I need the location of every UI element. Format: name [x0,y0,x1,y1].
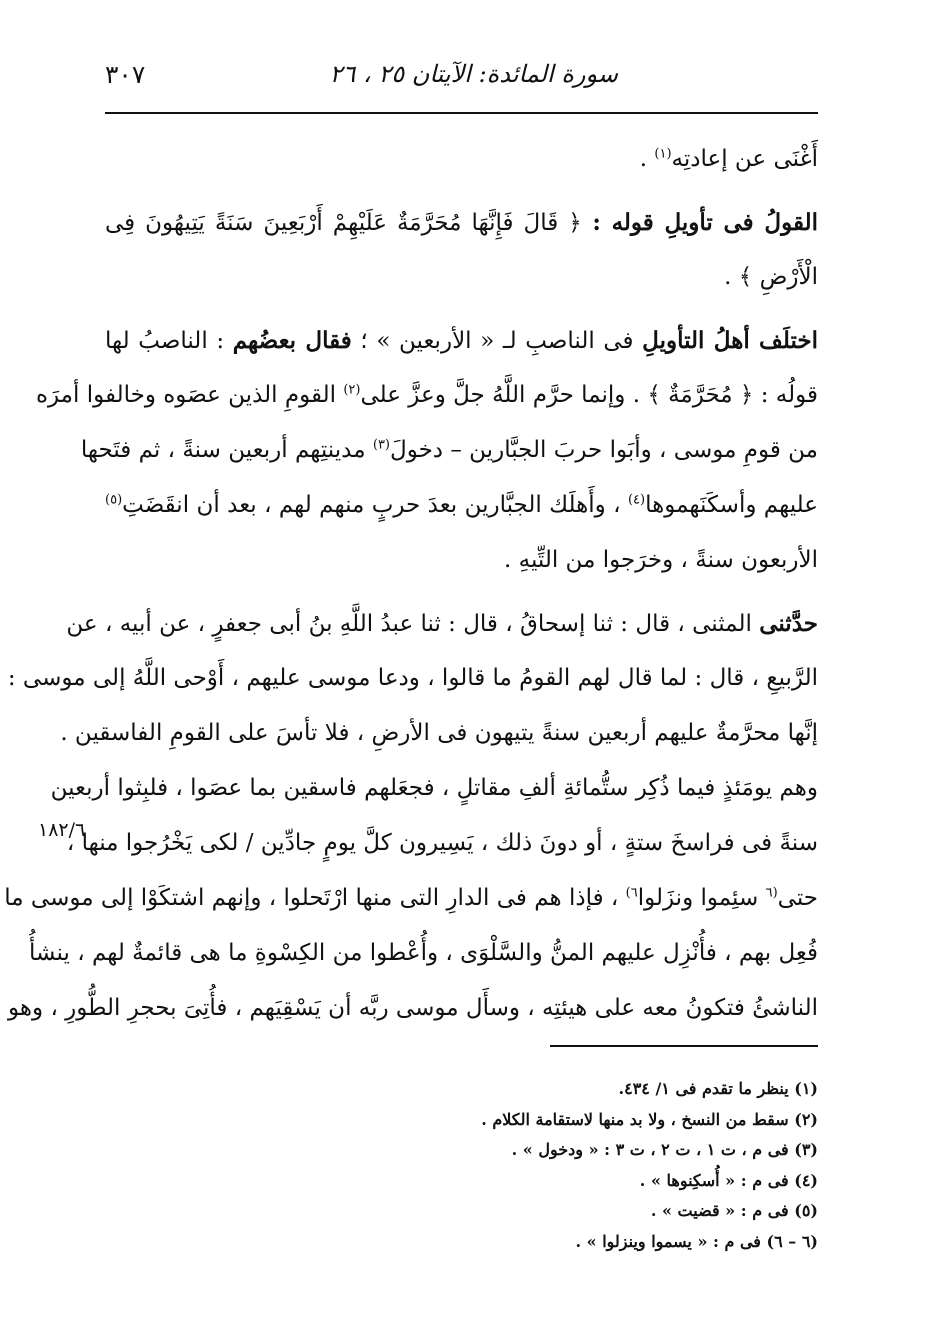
running-header [105,58,818,98]
page-number: ٣٠٧ [105,60,146,89]
header-divider [105,112,818,114]
text-line: وهم يومَئذٍ فيما ذُكِر ستُّمائةِ ألفِ مقاتلٍ ، فجعَلهم فاسقين بما عصَوا ، فلبِثوا أربعين [50,775,818,801]
text-line: الناشئُ فتكونُ معه على هيئتِه ، وسأَل موسى ربَّه أن يَسْقِيَهم ، فأُتِىَ بحجرِ الطُّورِ ، وهو [8,995,818,1021]
text-line: إنَّها محرَّمةٌ عليهم أربعين سنةً يتيهون فى الأرضِ ، فلا تأسَ على القومِ الفاسقين . [60,720,818,746]
paragraph-commentary [35,313,819,588]
section-heading: القولُ فى تأويلِ قوله : [581,209,818,236]
footnote: (٢) سقط من النسخ ، ولا بد منها لاستقامة الكلام . [481,1109,818,1129]
footnote: (٥) فى م : « قضيت » . [650,1201,818,1220]
footnote-divider [550,1045,818,1047]
text-line [105,250,818,305]
margin-reference: ١٨٢/٦ [38,819,86,841]
footnote-marker: (٢) [343,382,361,398]
text-line: عليهم وأسكَنَهموها$^{(٤)}$ ، وأَهلَك الجبَّارين بعدَ حربٍ منهم لهم ، بعد أن انقَضَتِ$^{(٥)}$ [105,492,818,518]
text-line: حدَّثنى المثنى ، قال : ثنا إسحاقُ ، قال : ثنا عبدُ اللَّهِ بنُ أبى جعفرٍ ، عن أبيه ، عن [66,610,818,637]
text-line: اختلَف أهلُ التأويلِ فى الناصبِ لـ « الأربعين » ؛ فقال بعضُهم : الناصبُ لها [105,327,819,354]
footnote: (١) ينظر ما تقدم فى ١/ ٤٣٤. [618,1079,818,1098]
text-line: الرَّبيعِ ، قال : لما قال لهم القومُ ما قالوا ، ودعا موسى عليهم ، أَوْحى اللَّهُ إلى موسى : [7,665,818,691]
text-line: الأربعون سنةً ، وخرَجوا من التِّيهِ . [504,547,818,573]
text-line: من قومِ موسى ، وأبَوا حربَ الجبَّارين – دخولَ$^{(٣)}$ مدينتِهم أربعين سنةً ، ثم فتَحها [80,437,818,463]
paragraph-continuation [105,132,818,187]
footnote-marker: (٣) [372,437,390,453]
footnote: (٤) فى م : « أُسكِنوها » . [639,1170,818,1190]
text-line: حتى$^{(٦}$ سئِموا ونزَلوا$^{٦)}$ ، فإذا هم فى الدارِ التى منها ارْتَحلوا ، وإنهم اشتكَوْا إلى موسى ما [4,885,818,911]
text-line: فُعِل بهم ، فأُنْزِل عليهم المنُّ والسَّلْوَى ، وأُعْطوا من الكِسْوةِ ما هى قائمةٌ لهم ، ينشأُ [29,940,818,966]
footnote-marker: (٥) [105,492,123,508]
quran-verse-end: الْأَرْضِ ﴾ . [724,264,818,290]
footnote: (٦ – ٦) فى م : « يسموا وينزلوا » . [575,1231,818,1251]
footnote-marker: (٦ [765,885,778,901]
text-line [105,195,818,250]
footnote-marker: (١) [654,146,672,162]
text-line: أَغْنَى عن إعادتِه$^{(١)}$ . [639,146,818,172]
paragraph-verse [105,195,818,305]
footnote-marker: (٤) [627,492,646,508]
footnotes [105,1074,818,1257]
text-line: قولُه : ﴿ مُحَرَّمَةٌ ﴾ . وإنما حرَّم اللَّهُ جلَّ وعزَّ على$^{(٢)}$ القومِ الذين عصَوه وخالفوا أمرَه [35,382,818,408]
surah-title: سورة المائدة: الآيتان ٢٥ ، ٢٦ [329,60,618,88]
footnote: (٣) فى م ، ت ١ ، ت ٢ ، ت ٣ : « ودخول » . [511,1140,818,1159]
quran-verse: ﴿ قَالَ فَإِنَّهَا مُحَرَّمَةٌ عَلَيْهِمْ أَرْبَعِينَ سَنَةً يَتِيهُونَ فِى [105,210,582,236]
text-line: سنةً فى فراسخَ ستةٍ ، أو دونَ ذلك ، يَسِيرون كلَّ يومٍ جادِّين / لكى يَخْرُجوا منها ، [66,830,818,856]
footnote-marker: ٦) [625,885,638,901]
